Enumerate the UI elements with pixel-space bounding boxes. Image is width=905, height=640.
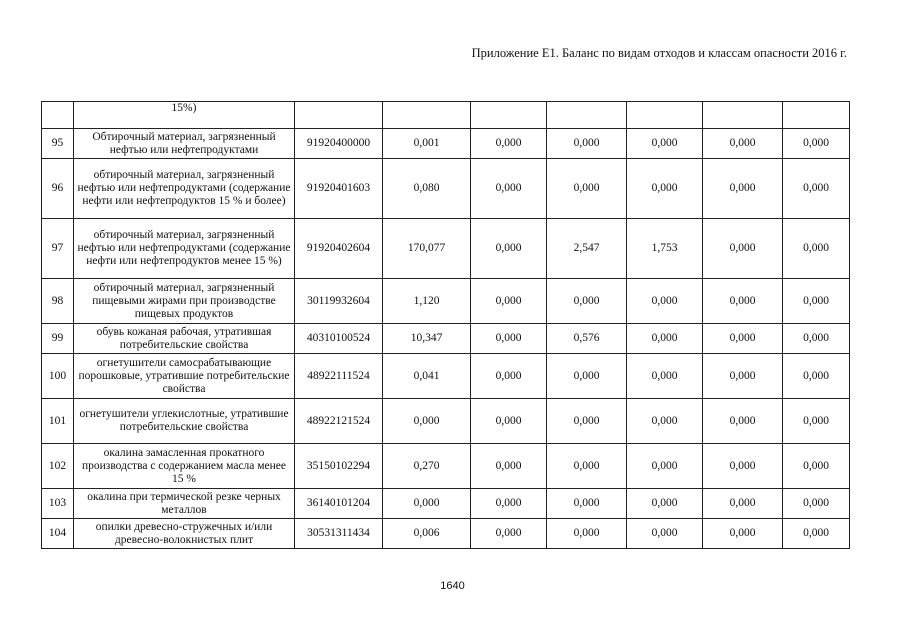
row-number-cell: 103 <box>42 489 74 519</box>
value-cell: 0,000 <box>471 489 547 519</box>
empty-cell <box>383 102 471 129</box>
fkko-code-cell: 40310100524 <box>295 324 383 354</box>
table-row <box>42 159 850 219</box>
value-cell: 0,041 <box>383 354 471 399</box>
waste-name-cell: обтирочный материал, загрязненный нефтью или нефтепродуктами (содержание нефти или нефтепродуктов менее 15 %) <box>74 219 295 279</box>
value-cell: 0,000 <box>547 444 627 489</box>
table-row <box>42 279 850 324</box>
value-cell: 0,000 <box>471 159 547 219</box>
table-row <box>42 129 850 159</box>
value-cell: 0,000 <box>547 489 627 519</box>
table-row <box>42 219 850 279</box>
value-cell: 0,000 <box>471 354 547 399</box>
value-cell: 0,576 <box>547 324 627 354</box>
value-cell: 0,000 <box>471 324 547 354</box>
value-cell: 0,000 <box>703 324 783 354</box>
row-number-cell: 96 <box>42 159 74 219</box>
row-number-cell: 100 <box>42 354 74 399</box>
empty-cell <box>703 102 783 129</box>
value-cell: 0,000 <box>627 489 703 519</box>
table-row <box>42 489 850 519</box>
value-cell: 0,000 <box>471 519 547 549</box>
value-cell: 170,077 <box>383 219 471 279</box>
value-cell: 0,000 <box>471 219 547 279</box>
header-title: Приложение Е1. Баланс по видам отходов и классам опасности 2016 г. <box>471 46 847 60</box>
value-cell: 0,000 <box>703 129 783 159</box>
table-body <box>42 102 850 549</box>
row-number-cell: 104 <box>42 519 74 549</box>
waste-name-cell: окалина замасленная прокатного производства с содержанием масла менее 15 % <box>74 444 295 489</box>
empty-cell <box>471 102 547 129</box>
value-cell: 0,000 <box>783 489 850 519</box>
table-row <box>42 519 850 549</box>
waste-name-cell: обтирочный материал, загрязненный пищевыми жирами при производстве пищевых продуктов <box>74 279 295 324</box>
waste-balance-table <box>41 101 850 549</box>
row-number-cell: 102 <box>42 444 74 489</box>
table-row-continued <box>42 102 850 129</box>
fkko-code-cell: 48922111524 <box>295 354 383 399</box>
fkko-code-cell: 48922121524 <box>295 399 383 444</box>
page-header <box>0 46 905 61</box>
fkko-code-cell: 36140101204 <box>295 489 383 519</box>
value-cell: 0,000 <box>547 159 627 219</box>
value-cell: 0,000 <box>783 399 850 444</box>
value-cell: 2,547 <box>547 219 627 279</box>
value-cell: 0,000 <box>703 489 783 519</box>
value-cell: 0,000 <box>471 444 547 489</box>
value-cell: 0,270 <box>383 444 471 489</box>
value-cell: 0,000 <box>783 159 850 219</box>
value-cell: 0,000 <box>627 324 703 354</box>
waste-name-cell: огнетушители углекислотные, утратившие потребительские свойства <box>74 399 295 444</box>
empty-cell <box>547 102 627 129</box>
waste-name-cell: обтирочный материал, загрязненный нефтью или нефтепродуктами (содержание нефти или нефтепродуктов 15 % и более) <box>74 159 295 219</box>
empty-cell <box>295 102 383 129</box>
value-cell: 0,000 <box>783 519 850 549</box>
value-cell: 0,000 <box>703 279 783 324</box>
page-number: 1640 <box>440 580 465 592</box>
waste-name-cell: Обтирочный материал, загрязненный нефтью или нефтепродуктами <box>74 129 295 159</box>
value-cell: 0,000 <box>627 159 703 219</box>
waste-name-cell: обувь кожаная рабочая, утратившая потребительские свойства <box>74 324 295 354</box>
value-cell: 0,000 <box>627 399 703 444</box>
waste-name-cell: огнетушители самосрабатывающие порошковые, утратившие потребительские свойства <box>74 354 295 399</box>
value-cell: 0,000 <box>783 354 850 399</box>
value-cell: 0,000 <box>703 519 783 549</box>
waste-name-cell: окалина при термической резке черных металлов <box>74 489 295 519</box>
value-cell: 0,000 <box>471 399 547 444</box>
value-cell: 0,000 <box>547 399 627 444</box>
value-cell: 0,000 <box>627 444 703 489</box>
value-cell: 0,000 <box>547 279 627 324</box>
row-number-cell: 95 <box>42 129 74 159</box>
value-cell: 0,000 <box>783 444 850 489</box>
value-cell: 1,120 <box>383 279 471 324</box>
value-cell: 0,001 <box>383 129 471 159</box>
value-cell: 0,000 <box>703 219 783 279</box>
row-number-cell: 98 <box>42 279 74 324</box>
waste-name-cell: опилки древесно-стружечных и/или древесно-волокнистых плит <box>74 519 295 549</box>
value-cell: 0,000 <box>627 129 703 159</box>
value-cell: 0,000 <box>471 279 547 324</box>
value-cell: 0,000 <box>783 219 850 279</box>
value-cell: 0,000 <box>547 519 627 549</box>
fkko-code-cell: 30119932604 <box>295 279 383 324</box>
fkko-code-cell: 91920400000 <box>295 129 383 159</box>
value-cell: 0,000 <box>383 399 471 444</box>
row-number-cell: 99 <box>42 324 74 354</box>
row-number-cell: 101 <box>42 399 74 444</box>
value-cell: 0,000 <box>471 129 547 159</box>
value-cell: 0,000 <box>783 324 850 354</box>
value-cell: 0,000 <box>783 279 850 324</box>
value-cell: 0,000 <box>703 354 783 399</box>
value-cell: 0,000 <box>627 279 703 324</box>
row-number-cell: 97 <box>42 219 74 279</box>
empty-cell <box>627 102 703 129</box>
row-number-cell <box>42 102 74 129</box>
value-cell: 0,000 <box>547 354 627 399</box>
value-cell: 1,753 <box>627 219 703 279</box>
value-cell: 10,347 <box>383 324 471 354</box>
table-row <box>42 399 850 444</box>
fkko-code-cell: 30531311434 <box>295 519 383 549</box>
value-cell: 0,000 <box>783 129 850 159</box>
fkko-code-cell: 91920401603 <box>295 159 383 219</box>
value-cell: 0,000 <box>703 399 783 444</box>
table-row <box>42 354 850 399</box>
value-cell: 0,080 <box>383 159 471 219</box>
table-row <box>42 324 850 354</box>
empty-cell <box>783 102 850 129</box>
value-cell: 0,006 <box>383 519 471 549</box>
value-cell: 0,000 <box>627 354 703 399</box>
fkko-code-cell: 91920402604 <box>295 219 383 279</box>
value-cell: 0,000 <box>627 519 703 549</box>
value-cell: 0,000 <box>547 129 627 159</box>
value-cell: 0,000 <box>383 489 471 519</box>
value-cell: 0,000 <box>703 159 783 219</box>
fkko-code-cell: 35150102294 <box>295 444 383 489</box>
waste-name-cell: 15%) <box>74 102 295 129</box>
value-cell: 0,000 <box>703 444 783 489</box>
table-row <box>42 444 850 489</box>
